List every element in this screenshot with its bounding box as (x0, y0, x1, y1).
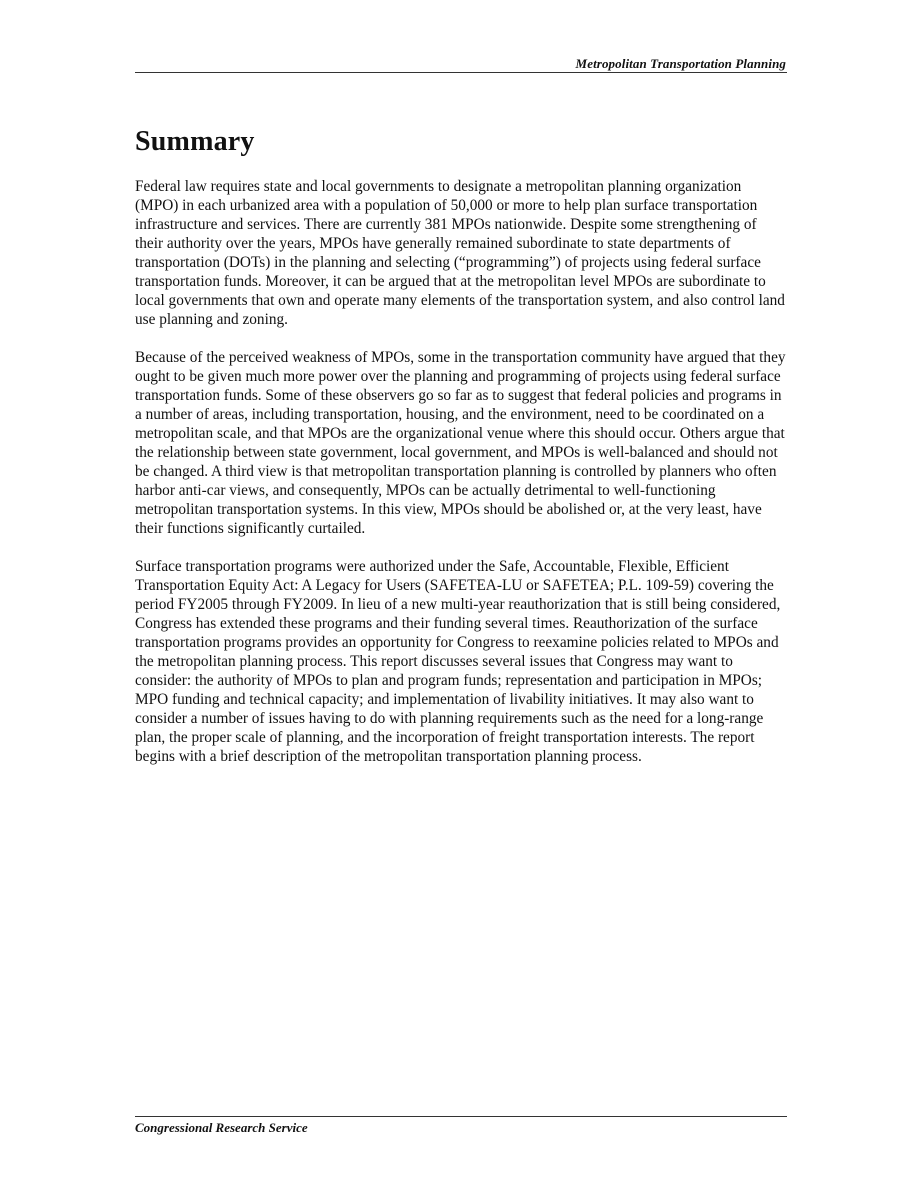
paragraph-1: Federal law requires state and local governments to designate a metropolitan planning organization (MPO) in each urbanized area with a population of 50,000 or more to help plan surface transportation infrastructure and services. There are currently 381 MPOs nationwide. Despite some strengthening of their authority over the years, MPOs have generally remained subordinate to state departments of transportation (DOTs) in the planning and selecting (“programming”) of projects using federal surface transportation funds. Moreover, it can be argued that at the metropolitan level MPOs are subordinate to local governments that own and operate many elements of the transportation system, and also control land use planning and zoning. (135, 178, 785, 328)
footer-divider (135, 1116, 787, 1117)
paragraph-2: Because of the perceived weakness of MPOs, some in the transportation community have argued that they ought to be given much more power over the planning and programming of projects using federal surface transportation funds. Some of these observers go so far as to suggest that federal policies and programs in a number of areas, including transportation, housing, and the environment, need to be coordinated on a metropolitan scale, and that MPOs are the organizational venue where this should occur. Others argue that the relationship between state government, local government, and MPOs is well-balanced and should not be changed. A third view is that metropolitan transportation planning is controlled by planners who often harbor anti-car views, and consequently, MPOs can be actually detrimental to well-functioning metropolitan transportation systems. In this view, MPOs should be abolished or, at the very least, have their functions significantly curtailed. (135, 349, 786, 537)
running-footer-publisher: Congressional Research Service (135, 1120, 308, 1135)
running-header-title: Metropolitan Transportation Planning (575, 56, 786, 71)
paragraph-3: Surface transportation programs were authorized under the Safe, Accountable, Flexible, Efficient Transportation Equity Act: A Legacy for Users (SAFETEA-LU or SAFETEA; P.L. 109-59) covering the period FY2005 through FY2009. In lieu of a new multi-year reauthorization that is still being considered, Congress has extended these programs and their funding several times. Reauthorization of the surface transportation programs provides an opportunity for Congress to reexamine policies related to MPOs and the metropolitan planning process. This report discusses several issues that Congress may want to consider: the authority of MPOs to plan and program funds; representation and participation in MPOs; MPO funding and technical capacity; and implementation of livability initiatives. It may also want to consider a number of issues having to do with planning requirements such as the need for a long-range plan, the proper scale of planning, and the incorporation of freight transportation interests. The report begins with a brief description of the metropolitan transportation planning process. (135, 558, 781, 765)
page-title: Summary (135, 126, 255, 157)
header-divider (135, 72, 787, 73)
summary-body (135, 177, 786, 785)
